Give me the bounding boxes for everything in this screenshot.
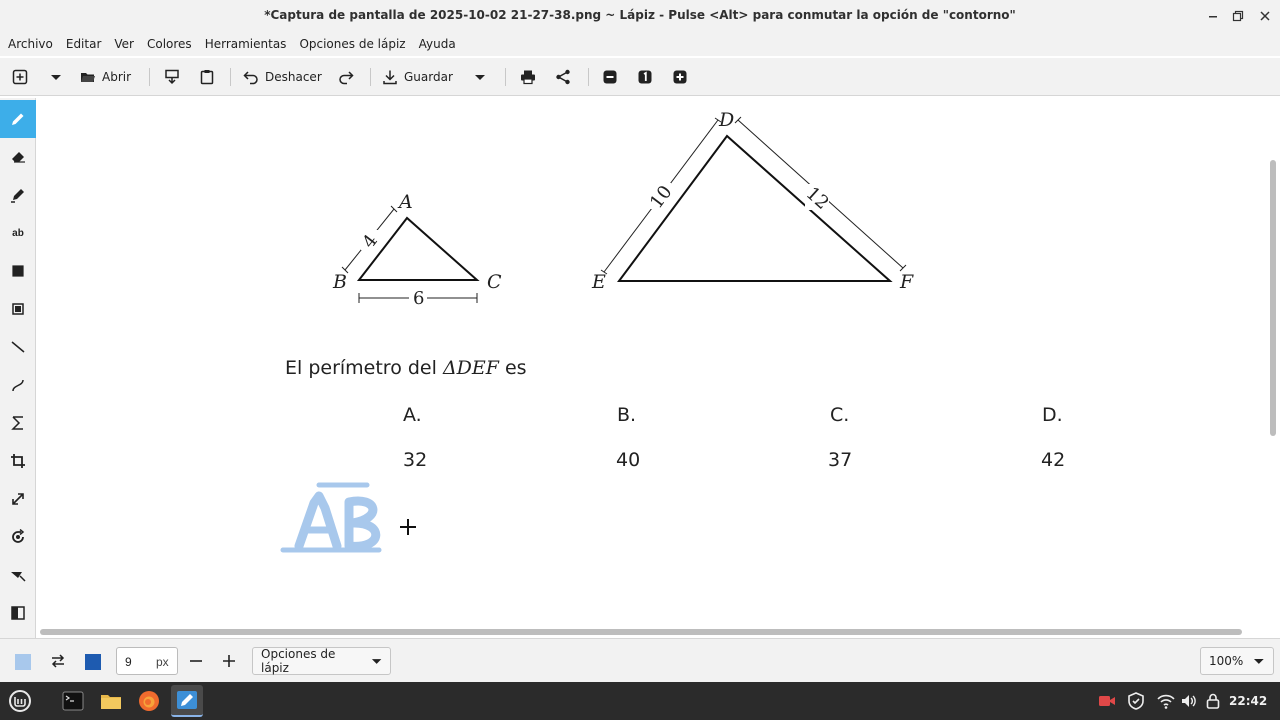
primary-color-swatch[interactable] (15, 654, 31, 670)
files-launcher[interactable] (95, 685, 127, 717)
taskbar-clock[interactable]: 22:42 (1229, 694, 1268, 708)
zoom-label: 100% (1209, 654, 1244, 668)
redo-icon (338, 69, 354, 85)
side-ab-label: 4 (358, 230, 383, 253)
undo-label: Deshacer (265, 70, 322, 84)
vertical-scrollbar[interactable] (1270, 160, 1276, 436)
import-icon (164, 69, 180, 85)
share-icon (555, 69, 571, 85)
rotate-icon (10, 529, 26, 545)
window-title: *Captura de pantalla de 2025-10-02 21-27-38.png ~ Lápiz - Pulse <Alt> para conmutar la opción de "contorno" (264, 8, 1016, 22)
menu-bar (0, 32, 1280, 56)
zoom-dropdown[interactable] (1200, 647, 1274, 675)
eraser-icon (10, 149, 26, 165)
option-b-letter: B. (617, 404, 637, 426)
drawing-app-task[interactable] (171, 685, 203, 717)
screen-recorder-icon[interactable] (1098, 692, 1116, 710)
undo-button[interactable] (243, 65, 322, 89)
minimize-icon (1207, 10, 1219, 22)
vertex-a-label: A (399, 191, 413, 213)
chevron-down-icon (48, 69, 64, 85)
menu-colores[interactable]: Colores (146, 37, 192, 51)
side-bc-label: 6 (413, 288, 425, 309)
scale-icon (10, 491, 26, 507)
eraser-tool[interactable] (0, 138, 36, 176)
rectangle-tool[interactable] (0, 252, 36, 290)
toolbar-separator (505, 68, 506, 86)
option-c-letter: C. (830, 404, 850, 426)
line-icon (10, 339, 26, 355)
secondary-color-swatch[interactable] (85, 654, 101, 670)
start-menu-button[interactable] (4, 685, 36, 717)
save-button[interactable] (382, 65, 453, 89)
text-tool[interactable] (0, 214, 36, 252)
crosshair-cursor-icon (400, 519, 416, 535)
chevron-down-icon (1253, 655, 1265, 667)
save-label: Guardar (404, 70, 453, 84)
redo-button[interactable] (338, 65, 354, 89)
pencil-tool[interactable] (0, 100, 36, 138)
question-math: ΔDEF (442, 357, 499, 379)
close-icon (1259, 10, 1271, 22)
terminal-icon (62, 690, 84, 712)
option-a-value: 32 (403, 449, 428, 471)
undo-icon (243, 69, 259, 85)
one-icon (637, 69, 653, 85)
pencil-icon (10, 111, 26, 127)
save-menu-button[interactable] (472, 65, 488, 89)
maximize-button[interactable] (1228, 6, 1248, 26)
lock-icon[interactable] (1204, 692, 1222, 710)
toolbar-separator (370, 68, 371, 86)
question-suffix: es (498, 357, 527, 379)
polygon-icon (10, 415, 26, 431)
share-button[interactable] (555, 65, 571, 89)
option-b-value: 40 (616, 449, 641, 471)
menu-ayuda[interactable]: Ayuda (418, 37, 456, 51)
zoom-reset-button[interactable] (637, 65, 653, 89)
title-bar (0, 0, 1280, 32)
close-button[interactable] (1255, 6, 1275, 26)
vertex-d-label: D (719, 109, 735, 131)
tool-options-dropdown[interactable] (252, 647, 391, 675)
tool-size-input[interactable] (116, 647, 178, 675)
rectangle-icon (10, 263, 26, 279)
volume-icon[interactable] (1180, 692, 1198, 710)
open-label: Abrir (102, 70, 132, 84)
paste-button[interactable] (199, 65, 215, 89)
toolbar-separator (230, 68, 231, 86)
new-icon (12, 69, 28, 85)
filters-icon (10, 567, 26, 583)
option-a-letter: A. (403, 404, 422, 426)
swap-colors-button[interactable] (48, 647, 68, 675)
new-image-button[interactable] (12, 65, 28, 89)
option-c-value: 37 (828, 449, 853, 471)
tool-options-bar (0, 638, 1280, 682)
line-tool[interactable] (0, 328, 36, 366)
wifi-icon[interactable] (1157, 692, 1175, 710)
color-picker-tool[interactable] (0, 594, 36, 632)
side-de-label: 10 (645, 181, 677, 213)
toolbar-separator (588, 68, 589, 86)
firefox-icon (138, 690, 160, 712)
freeshape-icon (10, 301, 26, 317)
menu-ver[interactable]: Ver (114, 37, 134, 51)
import-button[interactable] (164, 65, 180, 89)
swap-icon (51, 654, 65, 668)
menu-archivo[interactable]: Archivo (8, 37, 53, 51)
vertex-c-label: C (487, 271, 502, 293)
toolbar (0, 58, 1280, 96)
vertex-f-label: F (900, 271, 914, 293)
zoom-in-button[interactable] (672, 65, 688, 89)
curve-icon (10, 377, 26, 393)
chevron-down-icon (472, 69, 488, 85)
curve-tool[interactable] (0, 366, 36, 404)
drawing-app-icon (176, 689, 198, 711)
geometry-figure (37, 98, 1270, 630)
menu-opciones-lapiz[interactable]: Opciones de lápiz (299, 37, 406, 51)
minus-icon (189, 654, 203, 668)
zoom-out-button[interactable] (602, 65, 618, 89)
folder-icon (100, 690, 122, 712)
crop-icon (10, 453, 26, 469)
tool-options-label: Opciones de lápiz (261, 647, 336, 675)
highlighter-tool[interactable] (0, 176, 36, 214)
side-df-label: 12 (801, 182, 833, 214)
freeshape-tool[interactable] (0, 290, 36, 328)
size-decrease-button[interactable] (186, 647, 206, 675)
menu-editar[interactable]: Editar (65, 37, 102, 51)
option-d-value: 42 (1041, 449, 1066, 471)
toolbar-separator (149, 68, 150, 86)
plus-icon (672, 69, 688, 85)
print-icon (520, 69, 536, 85)
filters-tool[interactable] (0, 556, 36, 594)
tool-size-unit: px (156, 655, 169, 669)
horizontal-scrollbar[interactable] (40, 629, 1242, 635)
menu-herramientas[interactable]: Herramientas (204, 37, 287, 51)
taskbar (0, 682, 1280, 720)
vertex-e-label: E (592, 271, 606, 293)
polygon-tool[interactable] (0, 404, 36, 442)
clipboard-icon (199, 69, 215, 85)
new-menu-button[interactable] (48, 65, 64, 89)
restore-icon (1232, 10, 1244, 22)
open-icon (80, 69, 96, 85)
shield-icon[interactable] (1127, 692, 1145, 710)
tools-sidebar (0, 98, 36, 638)
rotate-tool[interactable] (0, 518, 36, 556)
highlighter-icon (10, 187, 26, 203)
scale-tool[interactable] (0, 480, 36, 518)
option-d-letter: D. (1042, 404, 1063, 426)
drawing-canvas[interactable] (37, 98, 1270, 630)
handwriting-ab (283, 485, 379, 550)
mint-logo-icon (9, 690, 31, 712)
question-text (285, 357, 527, 379)
vertex-b-label: B (333, 271, 347, 293)
text-icon: ab (12, 227, 24, 239)
chevron-down-icon (371, 655, 382, 667)
print-button[interactable] (520, 65, 536, 89)
download-icon (382, 69, 398, 85)
open-button[interactable] (80, 65, 131, 89)
question-prefix: El perímetro del (285, 357, 443, 379)
tool-size-value: 9 (125, 655, 132, 669)
plus-icon (222, 654, 236, 668)
terminal-launcher[interactable] (57, 685, 89, 717)
minimize-button[interactable] (1203, 6, 1223, 26)
size-increase-button[interactable] (219, 647, 239, 675)
crop-tool[interactable] (0, 442, 36, 480)
minus-icon (602, 69, 618, 85)
browser-launcher[interactable] (133, 685, 165, 717)
color-picker-icon (10, 605, 26, 621)
